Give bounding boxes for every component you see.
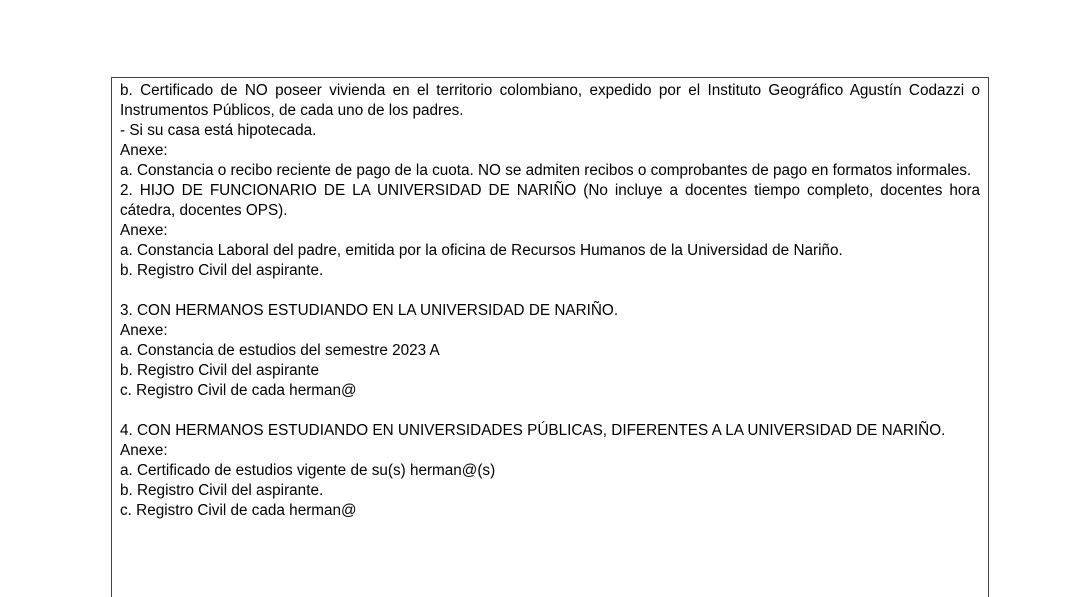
item-registro-civil-hermano: c. Registro Civil de cada herman@ <box>120 502 357 519</box>
item-constancia-laboral: a. Constancia Laboral del padre, emitida por la oficina de Recursos Humanos de la Universidad de Nariño. <box>120 242 843 259</box>
anexe-label: Anexe: <box>120 442 168 459</box>
item-registro-civil-hermano: c. Registro Civil de cada herman@ <box>120 382 357 399</box>
paragraph-certificado-vivienda: b. Certificado de NO poseer vivienda en el territorio colombiano, expedido por el Instituto Geográfico Agustín Codazzi o Instrumentos Públicos, de cada uno de los padres. <box>120 82 980 119</box>
item-certificado-estudios-hermanos: a. Certificado de estudios vigente de su(s) herman@(s) <box>120 462 496 479</box>
blank-line <box>120 281 980 301</box>
anexe-label: Anexe: <box>120 222 168 239</box>
item-registro-civil-aspirante: b. Registro Civil del aspirante <box>120 362 319 379</box>
item-registro-civil-aspirante: b. Registro Civil del aspirante. <box>120 482 324 499</box>
anexe-label: Anexe: <box>120 322 168 339</box>
section-heading-hijo-funcionario: 2. HIJO DE FUNCIONARIO DE LA UNIVERSIDAD DE NARIÑO (No incluye a docentes tiempo completo, docentes hora cátedra, docentes OPS). <box>120 182 980 219</box>
paragraph-constancia-pago: a. Constancia o recibo reciente de pago de la cuota. NO se admiten recibos o comprobantes de pago en formatos informales. <box>120 162 972 179</box>
requirements-text <box>120 81 980 521</box>
requirements-table-cell <box>111 77 989 597</box>
item-constancia-estudios: a. Constancia de estudios del semestre 2023 A <box>120 342 440 359</box>
item-casa-hipotecada: - Si su casa está hipotecada. <box>120 122 317 139</box>
anexe-label: Anexe: <box>120 142 168 159</box>
blank-line <box>120 401 980 421</box>
section-heading-hermanos-publicas: 4. CON HERMANOS ESTUDIANDO EN UNIVERSIDADES PÚBLICAS, DIFERENTES A LA UNIVERSIDAD DE NARIÑO. <box>120 422 946 439</box>
section-heading-hermanos-udenar: 3. CON HERMANOS ESTUDIANDO EN LA UNIVERSIDAD DE NARIÑO. <box>120 302 619 319</box>
item-registro-civil-aspirante: b. Registro Civil del aspirante. <box>120 262 324 279</box>
